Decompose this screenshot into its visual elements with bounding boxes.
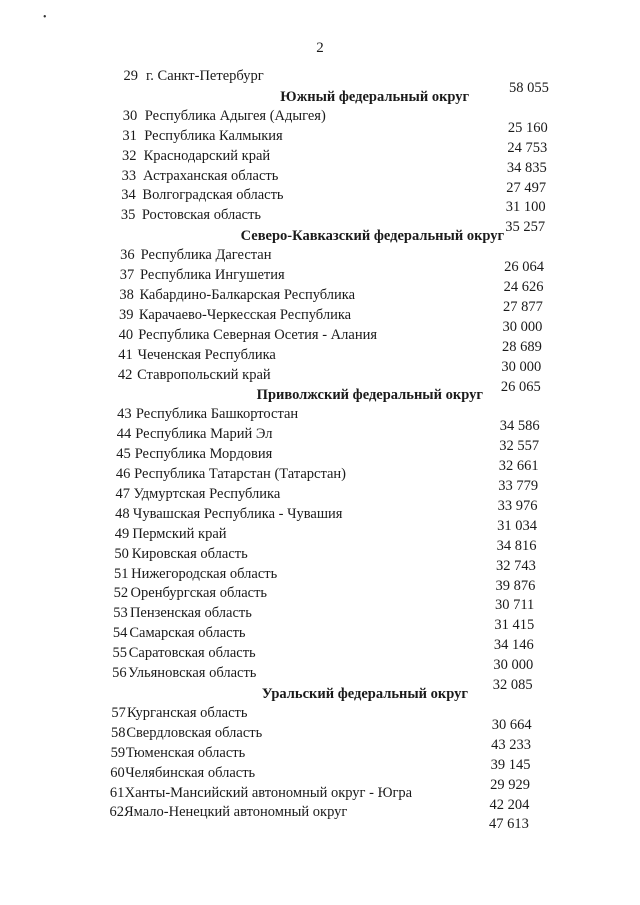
region-value: 32 661 (498, 458, 539, 475)
row-number: 55 (112, 645, 128, 662)
region-name: г. Санкт-Петербург (146, 68, 264, 84)
row-number: 33 (121, 167, 137, 184)
table-row (0, 365, 640, 395)
row-number: 43 (117, 406, 132, 423)
region-value: 32 085 (492, 677, 533, 694)
region-name: Кабардино-Балкарская Республика (139, 287, 356, 304)
row-number: 39 (118, 306, 134, 323)
table-row (0, 66, 640, 96)
row-number: 41 (118, 346, 133, 363)
row-number: 42 (117, 366, 133, 383)
table-row (0, 205, 640, 236)
row-number: 44 (116, 426, 132, 443)
region-value: 34 816 (496, 537, 537, 554)
row-number: 36 (120, 247, 135, 264)
region-name: Краснодарский край (143, 147, 271, 164)
district-name: Южный федеральный округ (280, 88, 470, 105)
row-number: 60 (110, 764, 125, 781)
row-number: 61 (109, 784, 125, 801)
region-value: 24 753 (507, 139, 548, 156)
row-number: 48 (115, 505, 130, 522)
region-value: 26 065 (500, 378, 541, 395)
region-name: Ямало-Ненецкий автономный округ (124, 804, 348, 821)
region-name: Карачаево-Черкесская Республика (138, 306, 352, 323)
region-name: Челябинская область (125, 764, 256, 781)
row-number: 40 (118, 326, 134, 343)
region-value: 27 877 (503, 299, 543, 316)
row-number: 54 (112, 625, 128, 642)
region-name: Чувашская Республика - Чувашия (132, 505, 343, 522)
region-value: 27 497 (506, 179, 547, 196)
district-heading (0, 683, 640, 703)
district-name: Уральский федеральный округ (261, 685, 468, 702)
row-number: 53 (113, 605, 128, 622)
row-number: 58 (111, 724, 126, 741)
region-name: Астраханская область (143, 167, 279, 184)
row-number: 32 (121, 147, 137, 164)
district-heading (0, 86, 640, 106)
region-value: 39 876 (495, 577, 536, 594)
district-name: Северо-Кавказский федеральный округ (240, 228, 505, 245)
region-name: Пензенская область (129, 605, 252, 622)
district-heading (0, 384, 640, 404)
row-number: 45 (116, 446, 131, 463)
region-value: 25 160 (507, 119, 548, 136)
region-value: 34 146 (493, 637, 534, 654)
region-value: 43 233 (491, 736, 532, 753)
region-name: Республика Калмыкия (144, 127, 283, 144)
region-value: 31 415 (494, 617, 535, 634)
region-name: Пермский край (132, 525, 227, 542)
region-name: Чеченская Республика (137, 346, 276, 363)
region-value: 33 779 (498, 478, 539, 495)
row-number: 31 (122, 127, 137, 144)
row-number: 49 (114, 525, 130, 542)
region-name: Ставропольский край (137, 366, 271, 383)
row-number: 51 (114, 565, 129, 582)
region-value: 32 557 (499, 438, 540, 455)
row-number: 47 (115, 486, 131, 503)
row-number: 56 (112, 665, 127, 682)
region-name: Ростовская область (141, 207, 262, 224)
region-value: 30 711 (494, 597, 535, 614)
scan-speck: • (43, 12, 47, 23)
region-name: Республика Татарстан (Татарстан) (134, 466, 347, 483)
region-name: Республика Ингушетия (140, 267, 285, 284)
region-name: Оренбургская область (130, 585, 268, 602)
region-name: Саратовская область (128, 645, 256, 662)
district-heading (0, 225, 640, 245)
region-name: Тюменская область (125, 744, 246, 761)
region-value: 30 664 (491, 716, 532, 733)
region-value: 32 743 (496, 557, 536, 574)
region-value: 34 835 (506, 159, 547, 176)
district-name: Приволжский федеральный округ (256, 387, 483, 404)
region-value: 34 586 (499, 418, 540, 435)
region-name: Волгоградская область (142, 187, 284, 204)
region-value: 30 000 (502, 318, 543, 335)
region-name: Республика Башкортостан (135, 406, 299, 423)
region-value: 29 929 (490, 776, 530, 793)
region-value: 33 976 (497, 498, 538, 515)
row-number: 34 (121, 187, 136, 204)
region-name: Самарская область (129, 625, 246, 642)
region-name: Республика Адыгея (Адыгея) (144, 107, 326, 124)
row-number: 35 (120, 207, 136, 224)
region-value: 28 689 (501, 338, 542, 355)
region-name: Кировская область (131, 545, 248, 562)
region-name: Республика Северная Осетия - Алания (138, 326, 378, 343)
region-name: Ханты-Мансийский автономный округ - Югра (124, 784, 413, 801)
region-value: 24 626 (503, 279, 544, 296)
region-value: 26 064 (504, 259, 544, 276)
region-value: 31 034 (497, 517, 537, 534)
region-value: 42 204 (489, 796, 530, 813)
region-value: 30 000 (493, 657, 534, 674)
region-value: 58 055 (509, 80, 549, 96)
region-value: 31 100 (505, 199, 546, 216)
region-name: Свердловская область (126, 724, 263, 741)
region-name: Республика Мордовия (134, 446, 273, 463)
row-number: 29 (123, 68, 138, 84)
region-table (0, 66, 640, 833)
row-number: 52 (113, 585, 129, 602)
region-value: 35 257 (505, 219, 546, 236)
row-number: 59 (110, 744, 126, 761)
region-name: Удмуртская Республика (133, 486, 281, 503)
row-number: 57 (111, 704, 126, 721)
region-value: 47 613 (489, 816, 529, 833)
row-number: 37 (119, 267, 135, 284)
region-name: Ульяновская область (128, 665, 257, 682)
region-value: 39 145 (490, 756, 531, 773)
row-number: 62 (109, 804, 124, 821)
row-number: 38 (119, 287, 134, 304)
region-name: Республика Дагестан (140, 247, 272, 264)
page-number: 2 (316, 40, 324, 56)
region-value: 30 000 (501, 358, 542, 375)
row-number: 30 (122, 107, 138, 124)
table-row (0, 802, 640, 833)
row-number: 50 (114, 545, 129, 562)
region-name: Курганская область (126, 704, 248, 721)
region-name: Нижегородская область (131, 565, 278, 582)
region-name: Республика Марий Эл (135, 426, 273, 443)
row-number: 46 (115, 466, 131, 483)
